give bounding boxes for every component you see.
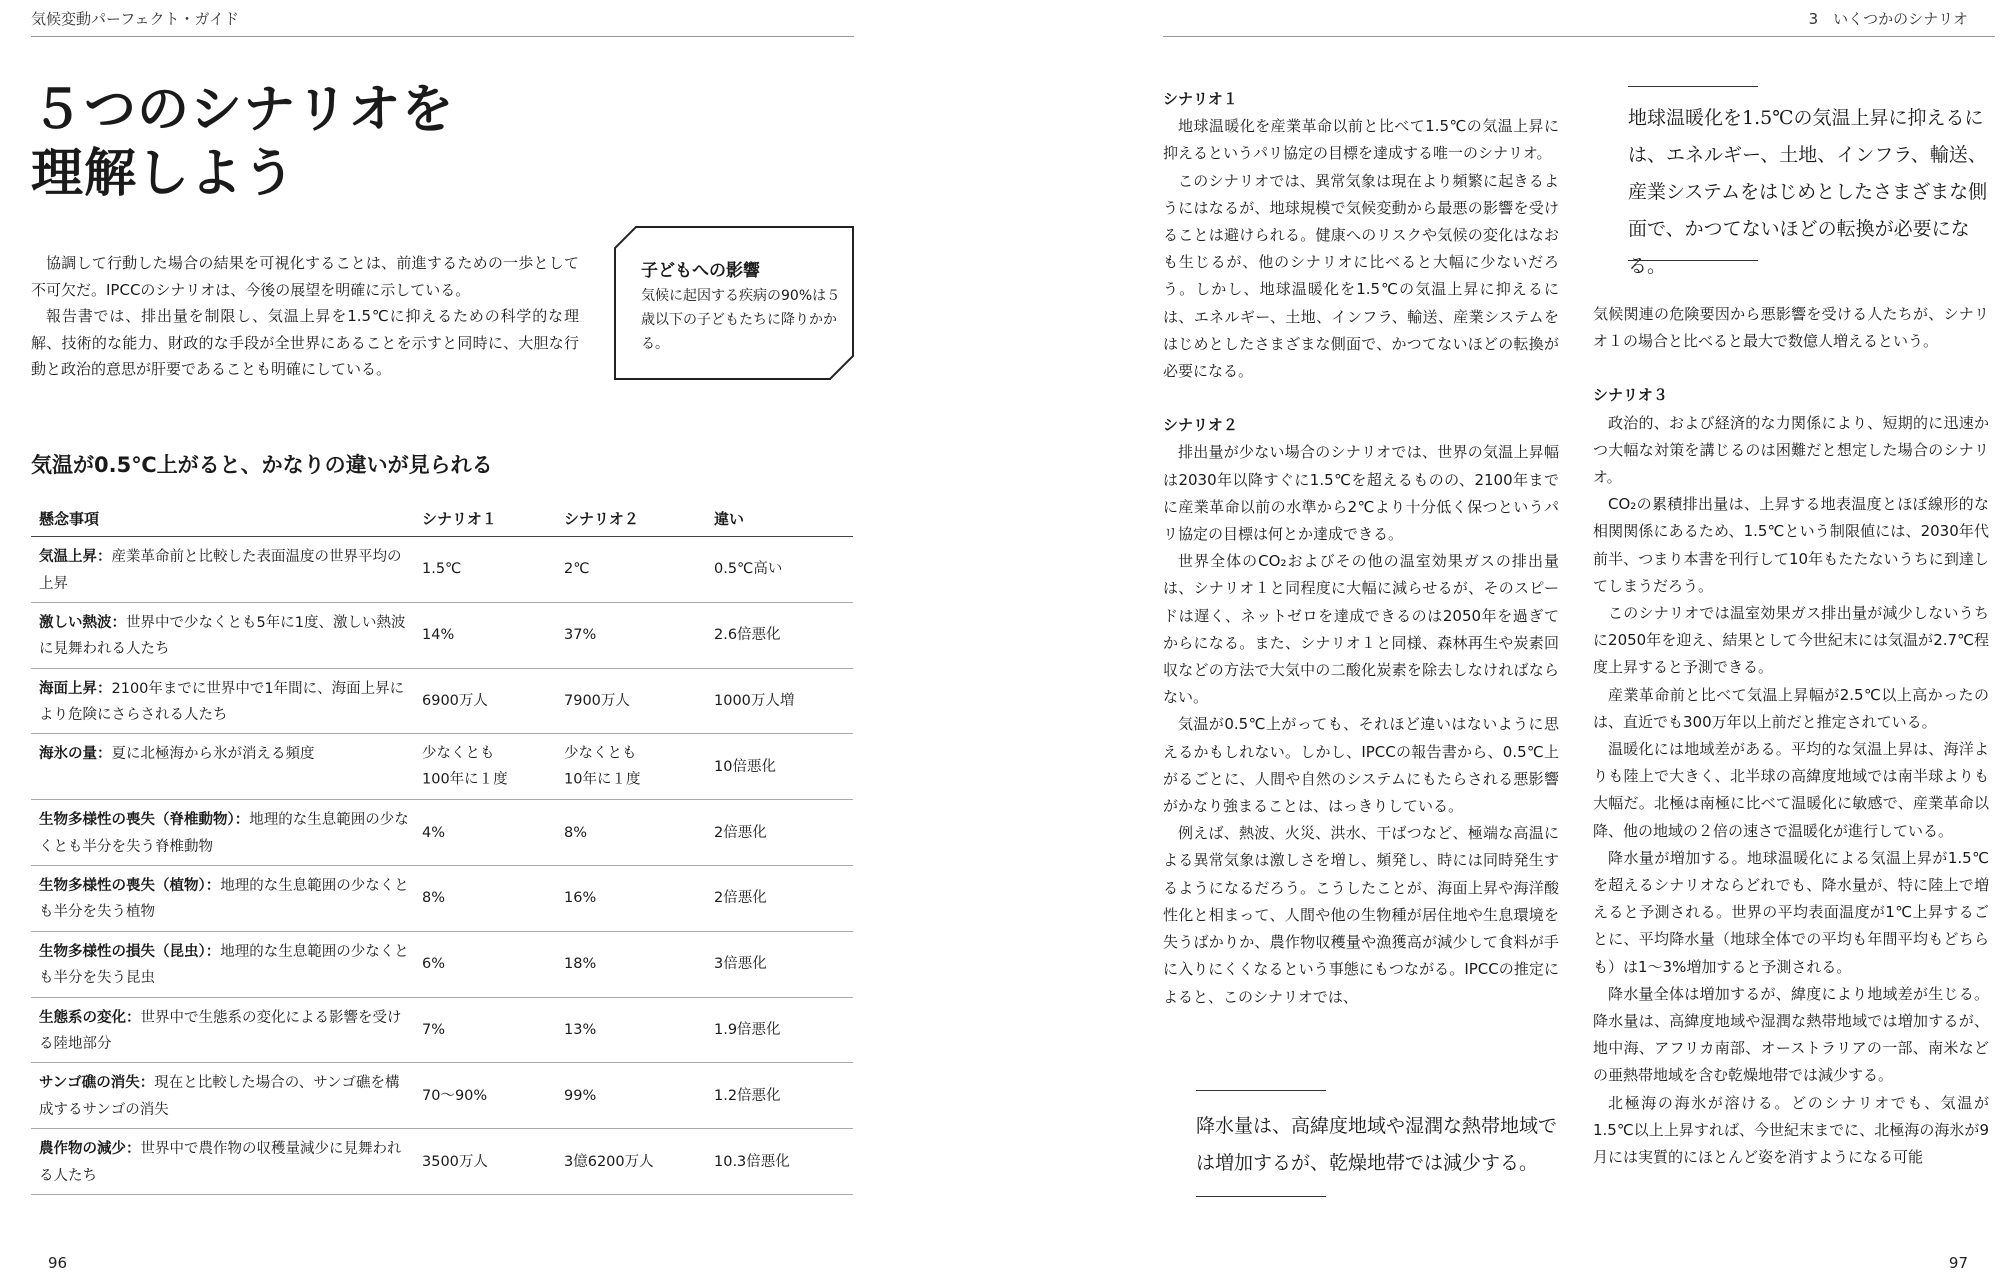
- body-paragraph: 例えば、熱波、火災、洪水、干ばつなど、極端な高温による異常気象は激しさを増し、頻発し、時には同時発生するようになるだろう。こうしたことが、海面上昇や海洋酸性化と相まって、人間や他の生物種が居住地や生息環境を失うばかりか、農作物収穫量や漁獲高が減少して食料が手に入りにくくなるという事態にもつながる。IPCCの推定によると、このシナリオでは、: [1163, 824, 1559, 1006]
- text-column-a: [1163, 86, 1559, 1011]
- concern-cell: [39, 1136, 409, 1189]
- pull-quote-text: 降水量は、高緯度地域や湿潤な熱帯地域では増加するが、乾燥地帯では減少する。: [1196, 1115, 1558, 1174]
- concern-cell: [39, 939, 409, 992]
- body-paragraph: 産業革命前と比べて気温上昇幅が2.5℃以上高かったのは、直近でも300万年以上前だと推定されている。: [1593, 685, 1989, 731]
- concern-description: 産業革命前と比較した表面温度の世界平均の上昇: [39, 549, 402, 592]
- concern-description: 世界中で少なくとも5年に1度、激しい熱波に見舞われる人たち: [39, 614, 406, 658]
- scenario-subheading: シナリオ３: [1593, 386, 1668, 405]
- scenario-2-value: 3億6200万人: [564, 1153, 654, 1170]
- pull-quote-rule: [1628, 260, 1758, 261]
- scenario-1-value: 14%: [422, 626, 455, 643]
- scenario-1-value: 1.5℃: [422, 561, 462, 578]
- page-number-right: 97: [1948, 1254, 1968, 1272]
- pull-quote-top: [1593, 86, 1995, 277]
- header-rule-right: [1163, 36, 1995, 37]
- lead-text: [31, 250, 579, 383]
- pull-quote-rule: [1196, 1196, 1326, 1197]
- page-number-left: 96: [48, 1254, 68, 1272]
- table-body: [31, 537, 853, 1195]
- title-line-2: 理解しよう: [31, 144, 297, 204]
- concern-label: 生物多様性の損失（昆虫）：: [39, 943, 221, 960]
- callout-text: 気候に起因する疾病の90%は５歳以下の子どもたちに降りかかる。: [641, 288, 841, 352]
- running-head-left: 気候変動パーフェクト・ガイド: [31, 10, 240, 28]
- table-row: [31, 800, 853, 866]
- scenario-1-value: 6900万人: [422, 692, 488, 709]
- body-paragraph: 政治的、および経済的な力関係により、短期的に迅速かつ大幅な対策を講じるのは困難だと想定した場合のシナリオ。: [1593, 413, 1989, 487]
- body-paragraph: 降水量全体は増加するが、緯度により地域差が生じる。降水量は、高緯度地域や湿潤な熱帯地域では増加するが、地中海、アフリカ南部、オーストラリアの一部、南米などの亜熱帯地域を含む乾燥地帯では減少する。: [1593, 984, 1989, 1085]
- difference-value: 1.2倍悪化: [714, 1087, 781, 1104]
- scenario-2-value: 13%: [564, 1021, 597, 1038]
- callout-title: 子どもへの影響: [641, 261, 760, 281]
- concern-description: 夏に北極海から氷が消える頻度: [111, 746, 315, 763]
- scenario-1-value: 少なくとも 100年に１度: [422, 745, 508, 788]
- concern-cell: [39, 1070, 409, 1123]
- concern-cell: [39, 741, 409, 768]
- body-paragraph: 排出量が少ない場合のシナリオでは、世界の気温上昇幅は2030年以降すぐに1.5℃を超えるものの、2100年までに産業革命以前の水準から2℃より十分低く保つというパリ協定の目標は何とか達成できる。: [1163, 443, 1559, 544]
- concern-label: 気温上昇：: [39, 549, 112, 565]
- concern-cell: [39, 676, 409, 729]
- page-title: [31, 78, 454, 206]
- difference-value: 10.3倍悪化: [714, 1153, 790, 1170]
- header-scenario-1: シナリオ１: [422, 510, 497, 528]
- lead-paragraph: 協調して行動した場合の結果を可視化することは、前進するための一歩として不可欠だ。IPCCのシナリオは、今後の展望を明確に示している。: [31, 254, 579, 299]
- scenario-subheading: シナリオ２: [1163, 416, 1238, 435]
- table-heading: 気温が0.5℃上がると、かなりの違いが見られる: [31, 453, 493, 477]
- scenario-1-value: 6%: [422, 955, 446, 972]
- concern-label: 海氷の量：: [39, 746, 112, 763]
- concern-cell: [39, 610, 409, 663]
- concern-description: 世界中で生態系の変化による影響を受ける陸地部分: [39, 1009, 402, 1053]
- header-rule-left: [31, 36, 854, 37]
- right-page: [1000, 0, 2000, 1274]
- body-paragraph: このシナリオでは温室効果ガス排出量が減少しないうちに2050年を迎え、結果として今世紀末には気温が2.7℃程度上昇すると予測できる。: [1593, 604, 1989, 677]
- scenario-1-value: 4%: [422, 824, 446, 841]
- scenario-1-value: 70～90%: [422, 1087, 488, 1104]
- header-difference: 違い: [714, 510, 745, 528]
- table-row: [31, 669, 853, 735]
- difference-value: 10倍悪化: [714, 758, 776, 775]
- concern-description: 世界中で農作物の収穫量減少に見舞われる人たち: [39, 1141, 402, 1184]
- scenario-2-value: 16%: [564, 890, 597, 907]
- table-row: [31, 932, 853, 998]
- difference-value: 3倍悪化: [714, 955, 767, 972]
- table-row: [31, 537, 853, 603]
- difference-value: 1.9倍悪化: [714, 1021, 781, 1038]
- difference-value: 0.5℃高い: [714, 561, 783, 578]
- concern-label: 農作物の減少：: [39, 1141, 141, 1158]
- concern-description: 地理的な生息範囲の少なくとも半分を失う昆虫: [39, 943, 409, 987]
- concern-cell: [39, 807, 409, 860]
- concern-label: サンゴ礁の消失：: [39, 1075, 155, 1092]
- table-row: [31, 603, 853, 669]
- pull-quote-rule: [1196, 1090, 1326, 1091]
- scenario-1-value: 8%: [422, 890, 446, 907]
- concern-label: 生物多様性の喪失（脊椎動物）：: [39, 812, 250, 829]
- concern-label: 海面上昇：: [39, 680, 112, 697]
- concern-cell: [39, 544, 409, 597]
- header-scenario-2: シナリオ２: [564, 510, 639, 528]
- scenario-2-value: 99%: [564, 1087, 597, 1104]
- scenario-2-value: 2℃: [564, 561, 590, 578]
- scenario-2-value: 7900万人: [564, 692, 630, 709]
- concern-description: 現在と比較した場合の、サンゴ礁を構成するサンゴの消失: [39, 1075, 400, 1118]
- body-paragraph: 地球温暖化を産業革命以前と比べて1.5℃の気温上昇に抑えるというパリ協定の目標を達成する唯一のシナリオ。: [1163, 117, 1559, 163]
- scenario-2-value: 37%: [564, 626, 597, 643]
- scenario-2-value: 少なくとも 10年に１度: [564, 745, 641, 788]
- concern-description: 2100年までに世界中で1年間に、海面上昇により危険にさらされる人たち: [39, 680, 405, 724]
- scenario-2-value: 18%: [564, 955, 597, 972]
- pull-quote-bottom: [1196, 1090, 1562, 1198]
- body-paragraph: 温暖化には地域差がある。平均的な気温上昇は、海洋よりも陸上で大きく、北半球の高緯度地域では南半球よりも大幅だ。北極は南極に比べて温暖化に敏感で、産業革命以降、他の地域の２倍の速さで温暖化が進行している。: [1593, 740, 1989, 840]
- table-row: [31, 866, 853, 932]
- lead-paragraph: 報告書では、排出量を制限し、気温上昇を1.5℃に抑えるための科学的な理解、技術的な能力、財政的な手段が全世界にあることを示すと同時に、大胆な行動と政治的意思が肝要であることも明確にしている。: [31, 307, 579, 378]
- title-line-1: ５つのシナリオを: [31, 80, 455, 140]
- body-paragraph: 北極海の海氷が溶ける。どのシナリオでも、気温が1.5℃以上上昇すれば、今世紀末までに、北極海の海氷が9月には実質的にほとんど姿を消すようになる可能: [1593, 1093, 1989, 1167]
- body-paragraph: CO₂の累積排出量は、上昇する地表温度とほぼ線形的な相関関係にあるため、1.5℃という制限値には、2030年代前半、つまり本書を刊行して10年もたたないうちに到達してしまうだろう。: [1593, 495, 1989, 595]
- table-row: [31, 1129, 853, 1195]
- scenario-1-value: 3500万人: [422, 1153, 488, 1170]
- concern-cell: [39, 1005, 409, 1058]
- body-paragraph: 気候関連の危険要因から悪影響を受ける人たちが、シナリオ１の場合と比べると最大で数億人増えるという。: [1593, 305, 1989, 351]
- body-paragraph: 気温が0.5℃上がっても、それほど違いはないように思えるかもしれない。しかし、IPCCの報告書から、0.5℃上がるごとに、人間や自然のシステムにもたらされる悪影響がかなり強まることは、はっきりしている。: [1163, 715, 1559, 816]
- concern-label: 生態系の変化：: [39, 1009, 141, 1026]
- difference-value: 2.6倍悪化: [714, 626, 781, 643]
- pull-quote-rule: [1628, 86, 1758, 87]
- scenario-1-value: 7%: [422, 1021, 446, 1038]
- paragraph-gap: [1163, 385, 1559, 412]
- body-paragraph: このシナリオでは、異常気象は現在より頻繁に起きるようにはなるが、地球規模で気候変動から最悪の影響を受けることは避けられる。健康へのリスクや気候の変化はなおも生じるが、他のシナリオに比べると大幅に少ないだろう。しかし、地球温暖化を1.5℃の気温上昇に抑えるには、エネルギー、土地、インフラ、輸送、産業システムをはじめとしたさまざまな側面で、かつてないほどの転換が必要になる。: [1163, 171, 1559, 381]
- pull-quote-text: 地球温暖化を1.5℃の気温上昇に抑えるには、エネルギー、土地、インフラ、輸送、産業システムをはじめとしたさまざまな側面で、かつてないほどの転換が必要になる。: [1628, 107, 1988, 277]
- concern-label: 激しい熱波：: [39, 614, 126, 631]
- difference-value: 2倍悪化: [714, 824, 767, 841]
- table-row: [31, 1063, 853, 1129]
- concern-description: 地理的な生息範囲の少なくとも半分を失う植物: [39, 877, 409, 921]
- header-concern: 懸念事項: [39, 510, 100, 528]
- concern-label: 生物多様性の喪失（植物）：: [39, 877, 221, 894]
- table-row: [31, 734, 853, 800]
- body-paragraph: 降水量が増加する。地球温暖化による気温上昇が1.5℃を超えるシナリオならどれでも、降水量が、特に陸上で増えると予測される。世界の平均表面温度が1℃上昇するごとに、平均降水量（地球全体での平均も年間平均もどちらも）は1～3%増加すると予測される。: [1593, 848, 1989, 976]
- table-row: [31, 998, 853, 1064]
- concern-description: 地理的な生息範囲の少なくとも半分を失う脊椎動物: [39, 812, 409, 855]
- concern-cell: [39, 873, 409, 926]
- difference-value: 2倍悪化: [714, 890, 767, 907]
- running-head-right: 3 いくつかのシナリオ: [1808, 10, 1968, 28]
- body-paragraph: 世界全体のCO₂およびその他の温室効果ガスの排出量は、シナリオ１と同程度に大幅に減らせるが、そのスピードは遅く、ネットゼロを達成できるのは2050年を過ぎてからになる。また、シナリオ１と同様、森林再生や炭素回収などの方法で大気中の二酸化炭素を除去しなければならない。: [1163, 552, 1559, 707]
- comparison-table: [31, 498, 853, 1195]
- scenario-subheading: シナリオ１: [1163, 90, 1238, 108]
- text-column-b: [1593, 301, 1989, 1171]
- difference-value: 1000万人増: [714, 692, 795, 709]
- table-header-row: [31, 498, 853, 537]
- callout-box: [614, 226, 854, 380]
- paragraph-gap: [1593, 355, 1989, 382]
- scenario-2-value: 8%: [564, 824, 588, 841]
